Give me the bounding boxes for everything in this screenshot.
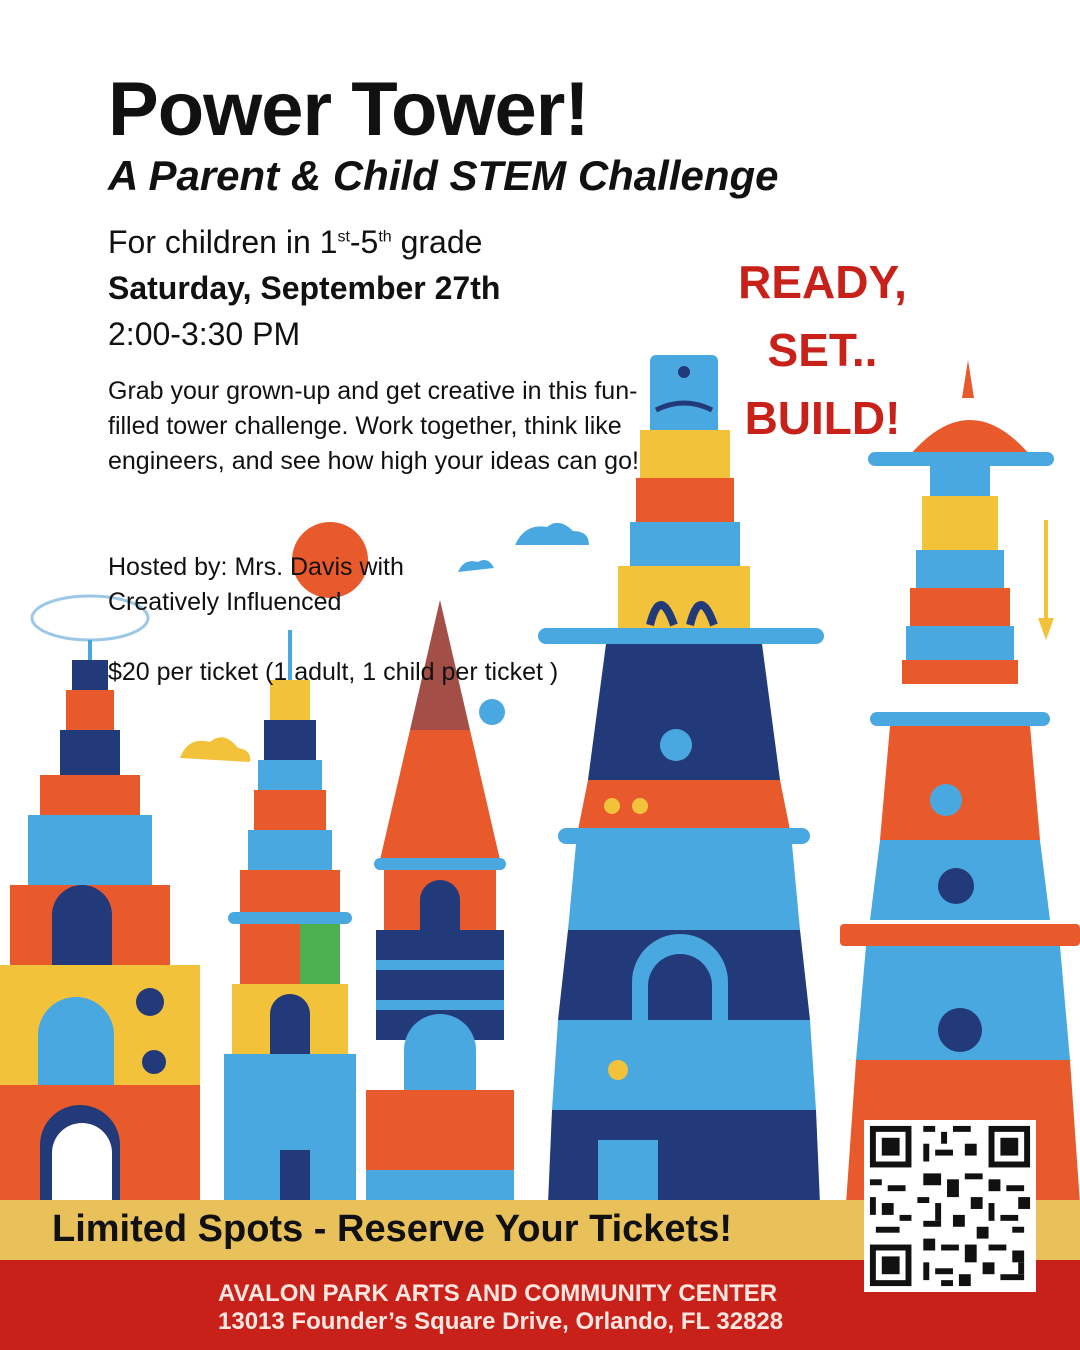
venue-address: 13013 Founder’s Square Drive, Orlando, FL 32828 (218, 1308, 784, 1335)
host-line-2: Creatively Influenced (108, 588, 342, 616)
event-subtitle: A Parent & Child STEM Challenge (108, 152, 779, 199)
tower-center (538, 355, 824, 1204)
event-time: 2:00-3:30 PM (108, 316, 301, 352)
tower-mid-left (224, 630, 356, 1204)
grade-suffix: grade (391, 224, 483, 260)
qr-code-icon[interactable] (864, 1120, 1036, 1292)
grade-prefix: For children in 1 (108, 224, 338, 260)
cta-text: Limited Spots - Reserve Your Tickets! (52, 1208, 732, 1250)
grade-range (108, 224, 482, 261)
grade-sup-1: st (337, 228, 350, 246)
event-date: Saturday, September 27th (108, 270, 501, 306)
event-description: Grab your grown-up and get creative in this fun-filled tower challenge. Work together, think like engineers, and see how high your ideas can go! (108, 377, 639, 475)
event-title: Power Tower! (108, 67, 589, 152)
tower-spire (366, 600, 514, 1204)
host-info (108, 550, 528, 620)
grade-mid: -5 (349, 224, 379, 260)
ticket-price: $20 per ticket (1 adult, 1 child per ticket ) (108, 658, 559, 686)
slogan (720, 248, 925, 452)
tower-right (840, 360, 1080, 1204)
slogan-line-2: SET.. (767, 324, 878, 376)
slogan-line-3: BUILD! (744, 392, 901, 444)
grade-sup-2: th (378, 228, 392, 246)
slogan-line-1: READY, (738, 256, 907, 308)
host-line-1: Hosted by: Mrs. Davis with (108, 553, 404, 581)
venue-name: AVALON PARK ARTS AND COMMUNITY CENTER (218, 1280, 778, 1307)
